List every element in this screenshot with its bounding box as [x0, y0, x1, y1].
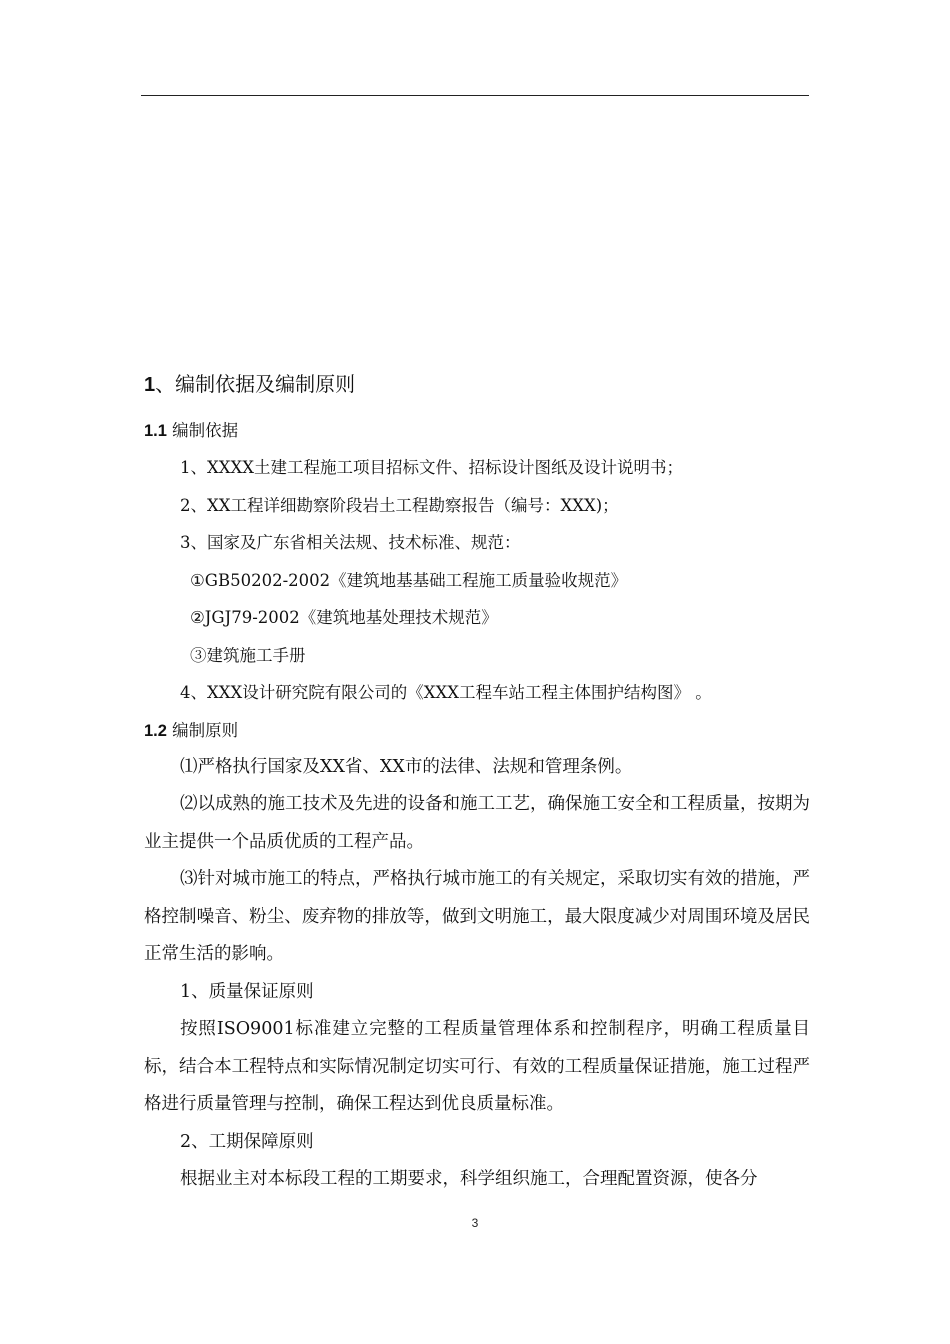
standard-item-2: ②JGJ79-2002《建筑地基处理技术规范》 [190, 608, 498, 627]
section-1-title: 、编制依据及编制原则 [155, 372, 356, 396]
section-1-heading [144, 364, 810, 404]
section-1-2-heading [144, 712, 810, 749]
section-1-2-title: 编制原则 [166, 720, 239, 740]
basis-item-4: 4、XXX设计研究院有限公司的《XXX工程车站工程主体围护结构图》 。 [180, 683, 712, 702]
page-number: 3 [471, 1216, 479, 1230]
section-1-2-number: 1.2 [144, 721, 167, 740]
principle-paragraph-1: ⑴严格执行国家及XX省、XX市的法律、法规和管理条例。 [180, 756, 633, 777]
principle-paragraph-2: ⑵以成熟的施工技术及先进的设备和施工工艺，确保施工安全和工程质量，按期为业主提供一个品质优质的工程产品。 [144, 794, 810, 852]
basis-item-3: 3、国家及广东省相关法规、技术标准、规范： [180, 533, 521, 552]
section-1-1-number: 1.1 [144, 422, 167, 440]
basis-item-2: 2、XX工程详细勘察阶段岩土工程勘察报告（编号：XXX)； [180, 495, 619, 515]
quality-principle-text: 按照ISO9001标准建立完整的工程质量管理体系和控制程序，明确工程质量目标，结合本工程特点和实际情况制定切实可行、有效的工程质量保证措施，施工过程严格进行质量管理与控制，确保工程达到优良质量标准。 [144, 1019, 810, 1114]
section-1-number: 1 [144, 374, 156, 396]
document-body [144, 364, 810, 1199]
principle-paragraph-3: ⑶针对城市施工的特点，严格执行城市施工的有关规定，采取切实有效的措施，严格控制噪音、粉尘、废弃物的排放等，做到文明施工，最大限度减少对周围环境及居民正常生活的影响。 [144, 869, 810, 964]
standard-item-1: ①GB50202-2002《建筑地基基础工程施工质量验收规范》 [190, 570, 628, 590]
quality-principle-heading: 1、质量保证原则 [180, 981, 314, 1002]
standard-item-3: ③建筑施工手册 [190, 645, 306, 665]
header-rule [141, 95, 809, 96]
schedule-principle-text: 根据业主对本标段工程的工期要求，科学组织施工，合理配置资源，使各分 [180, 1169, 758, 1189]
schedule-principle-heading: 2、工期保障原则 [180, 1131, 314, 1152]
section-1-1-heading [144, 412, 810, 449]
section-1-1-title: 编制依据 [166, 421, 239, 440]
basis-item-1: 1、XXXX土建工程施工项目招标文件、招标设计图纸及设计说明书； [180, 458, 683, 477]
